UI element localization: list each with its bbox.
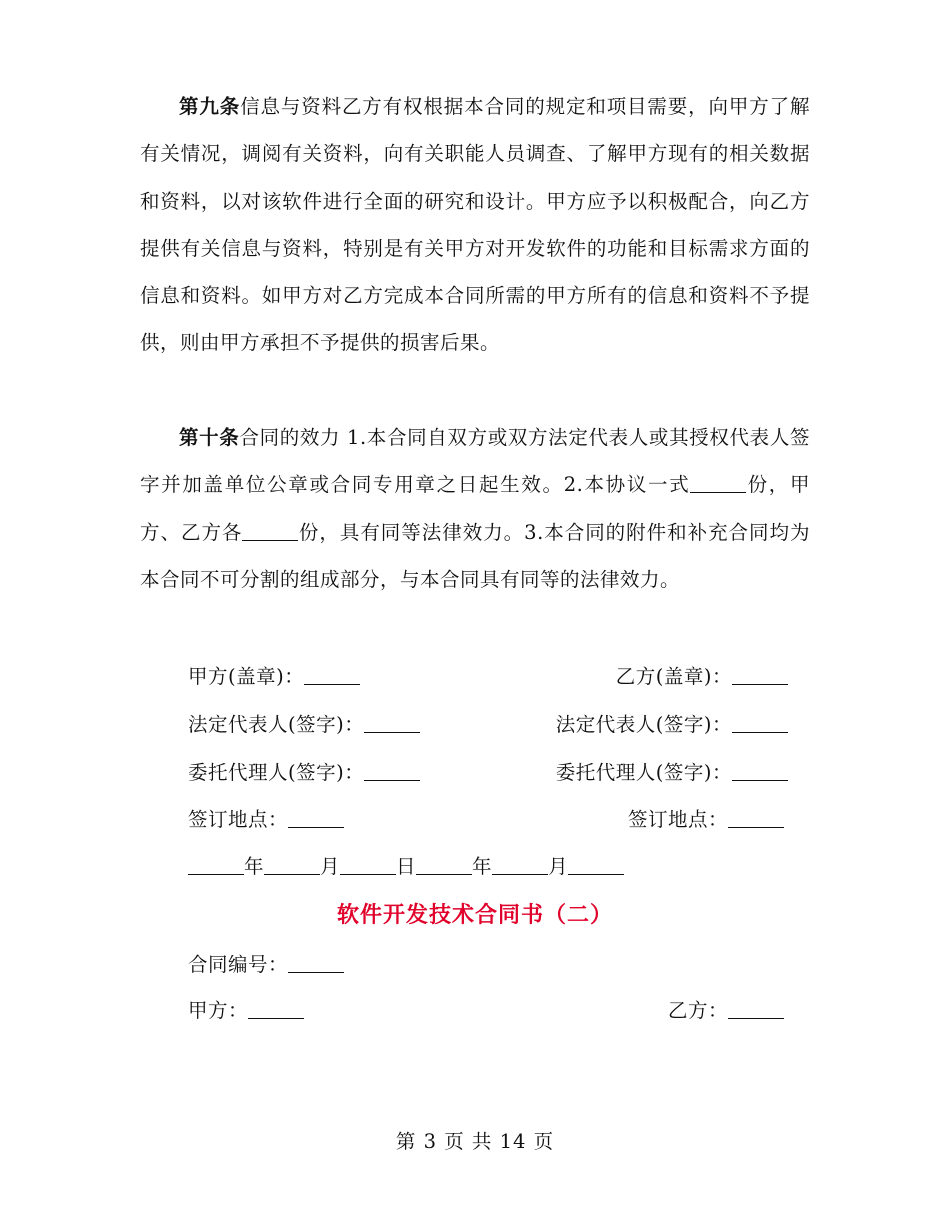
legal-rep-a	[188, 710, 420, 740]
agent-b-label: 委托代理人(签字)：	[555, 761, 732, 784]
date-blank-6	[568, 855, 624, 876]
date-day-1: 日	[396, 855, 417, 878]
page-footer: 第 3 页 共 14 页	[395, 1130, 555, 1153]
article-10-text-part3: 份，具有同等法律效力。3.本合同的附件和补充合同均为本合同不可分割的组成部分，与本合同具有同等的法律效力。	[140, 520, 810, 591]
contract-2-party-b-label: 乙方：	[667, 999, 728, 1022]
legal-rep-row	[188, 710, 788, 740]
copies-total-blank	[690, 473, 746, 494]
legal-rep-a-blank	[364, 713, 420, 734]
place-a-label: 签订地点：	[188, 808, 289, 831]
place-b	[628, 805, 784, 835]
place-a-blank	[288, 808, 344, 829]
place-b-label: 签订地点：	[627, 808, 728, 831]
place-b-blank	[728, 808, 784, 829]
date-blank-1	[188, 855, 244, 876]
date-month-2: 月	[548, 855, 569, 878]
date-year-1: 年	[244, 855, 265, 878]
contract-number	[188, 950, 344, 980]
article-10-paragraph	[140, 414, 810, 603]
legal-rep-b	[556, 710, 788, 740]
party-b-seal	[616, 662, 788, 692]
contract-2-party-b	[668, 996, 784, 1026]
date-blank-2	[264, 855, 320, 876]
date-year-2: 年	[472, 855, 493, 878]
article-10-heading: 第十条	[179, 426, 240, 449]
date-blank-5	[492, 855, 548, 876]
contract-number-row	[188, 950, 788, 980]
article-9-heading: 第九条	[179, 95, 241, 118]
copies-each-blank	[242, 520, 298, 541]
party-b-seal-blank	[732, 665, 788, 686]
place-row	[188, 805, 788, 835]
date-blank-3	[340, 855, 396, 876]
article-10-text-part1: 合同的效力 1.本合同自双方或双方法定代表人或其授权代表人签字并加盖单位公章或合同专用章之日起生效。2.本协议一式	[140, 426, 810, 497]
contract-2-party-a-label: 甲方：	[188, 999, 249, 1022]
date-blank-4	[416, 855, 472, 876]
contract-number-blank	[288, 953, 344, 974]
contract-number-label: 合同编号：	[188, 953, 289, 976]
agent-b	[556, 758, 788, 788]
party-a-seal-blank	[304, 665, 360, 686]
article-9-text: 信息与资料乙方有权根据本合同的规定和项目需要，向甲方了解有关情况，调阅有关资料，向有关职能人员调查、了解甲方现有的相关数据和资料，以对该软件进行全面的研究和设计。甲方应予以积极配合，向乙方提供有关信息与资料，特别是有关甲方对开发软件的功能和目标需求方面的信息和资料。如甲方对乙方完成本合同所需的甲方所有的信息和资料不予提供，则由甲方承担不予提供的损害后果。	[140, 95, 810, 355]
legal-rep-b-blank	[732, 713, 788, 734]
agent-a	[188, 758, 420, 788]
agent-a-label: 委托代理人(签字)：	[188, 761, 365, 784]
seal-row	[188, 662, 788, 692]
contract-2-party-b-blank	[728, 999, 784, 1020]
legal-rep-b-label: 法定代表人(签字)：	[555, 713, 732, 736]
party-a-seal-label: 甲方(盖章)：	[188, 665, 305, 688]
article-9-paragraph	[140, 83, 810, 367]
parties-row	[188, 996, 788, 1026]
agent-row	[188, 758, 788, 788]
party-b-seal-label: 乙方(盖章)：	[615, 665, 732, 688]
contract-2-title: 软件开发技术合同书（二）	[336, 902, 613, 928]
agent-b-blank	[732, 761, 788, 782]
legal-rep-a-label: 法定代表人(签字)：	[188, 713, 365, 736]
contract-2-party-a-blank	[248, 999, 304, 1020]
contract-2-party-a	[188, 996, 304, 1026]
place-a	[188, 805, 344, 835]
date-line	[188, 852, 624, 882]
article-10-text-part2: 份，甲方、乙方各	[140, 473, 810, 544]
date-month-1: 月	[320, 855, 341, 878]
agent-a-blank	[364, 761, 420, 782]
party-a-seal	[188, 662, 360, 692]
